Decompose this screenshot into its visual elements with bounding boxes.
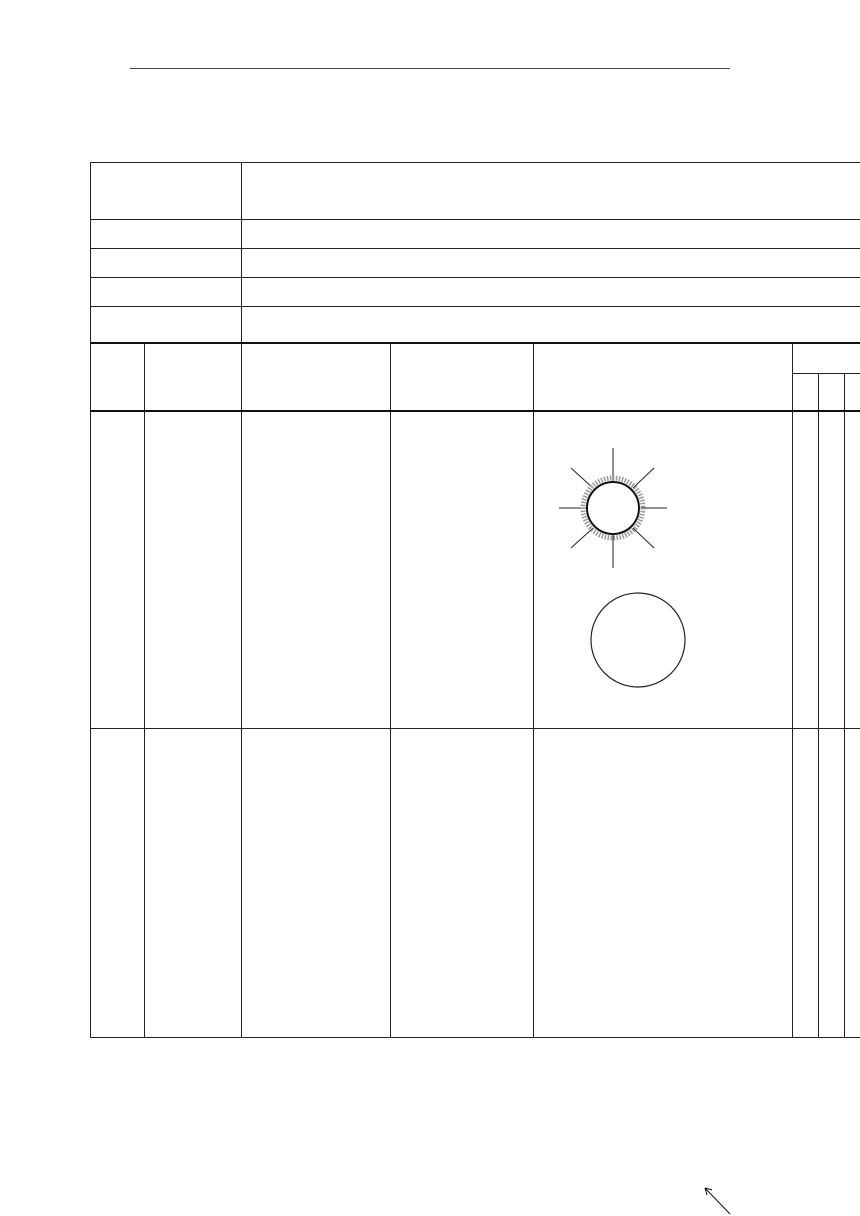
ray-line (633, 468, 654, 488)
page-bottom-arrow (700, 1184, 740, 1216)
header-duration (819, 374, 845, 411)
difficulty-value (242, 278, 860, 307)
ray-line (571, 528, 593, 548)
stationary-drill-diagram (534, 757, 784, 867)
key-point-label (91, 249, 242, 278)
header-rule (130, 68, 730, 69)
arrow-line (705, 1188, 730, 1214)
header-student (391, 343, 534, 411)
basic-formation (534, 729, 793, 1038)
objectives-cell (242, 163, 860, 220)
basic-section-label (91, 729, 145, 1038)
key-point-value (242, 249, 860, 278)
safety-label (91, 307, 242, 343)
safety-value (242, 307, 860, 343)
lesson-plan-table (90, 162, 860, 1038)
difficulty-label (91, 278, 242, 307)
basic-student (391, 729, 534, 1038)
content-label (91, 220, 242, 249)
prep-student (391, 411, 534, 729)
basic-duration (819, 729, 845, 1038)
basic-intensity (845, 729, 860, 1038)
header-intensity (845, 374, 860, 411)
header-teacher (242, 343, 391, 411)
prep-intensity (845, 411, 860, 729)
objectives-label (91, 163, 242, 220)
prep-teacher (242, 411, 391, 729)
circle-formation-diagram (534, 448, 784, 578)
prep-duration (819, 411, 845, 729)
prep-times (793, 411, 819, 729)
basic-times (793, 729, 819, 1038)
ray-line (633, 528, 654, 548)
header-load (793, 343, 860, 374)
practice-circle (591, 593, 685, 687)
basic-teacher (242, 729, 391, 1038)
scatter-formation-diagram (534, 584, 784, 694)
header-content (145, 343, 242, 411)
dribble-drill-diagram (534, 879, 784, 1029)
prep-content (145, 411, 242, 729)
ray-line (571, 468, 593, 488)
header-times (793, 374, 819, 411)
basic-content (145, 729, 242, 1038)
prep-section-label (91, 411, 145, 729)
content-value (242, 220, 860, 249)
header-formation (534, 343, 793, 411)
header-part (91, 343, 145, 411)
prep-formation (534, 411, 793, 729)
center-circle (587, 482, 639, 534)
